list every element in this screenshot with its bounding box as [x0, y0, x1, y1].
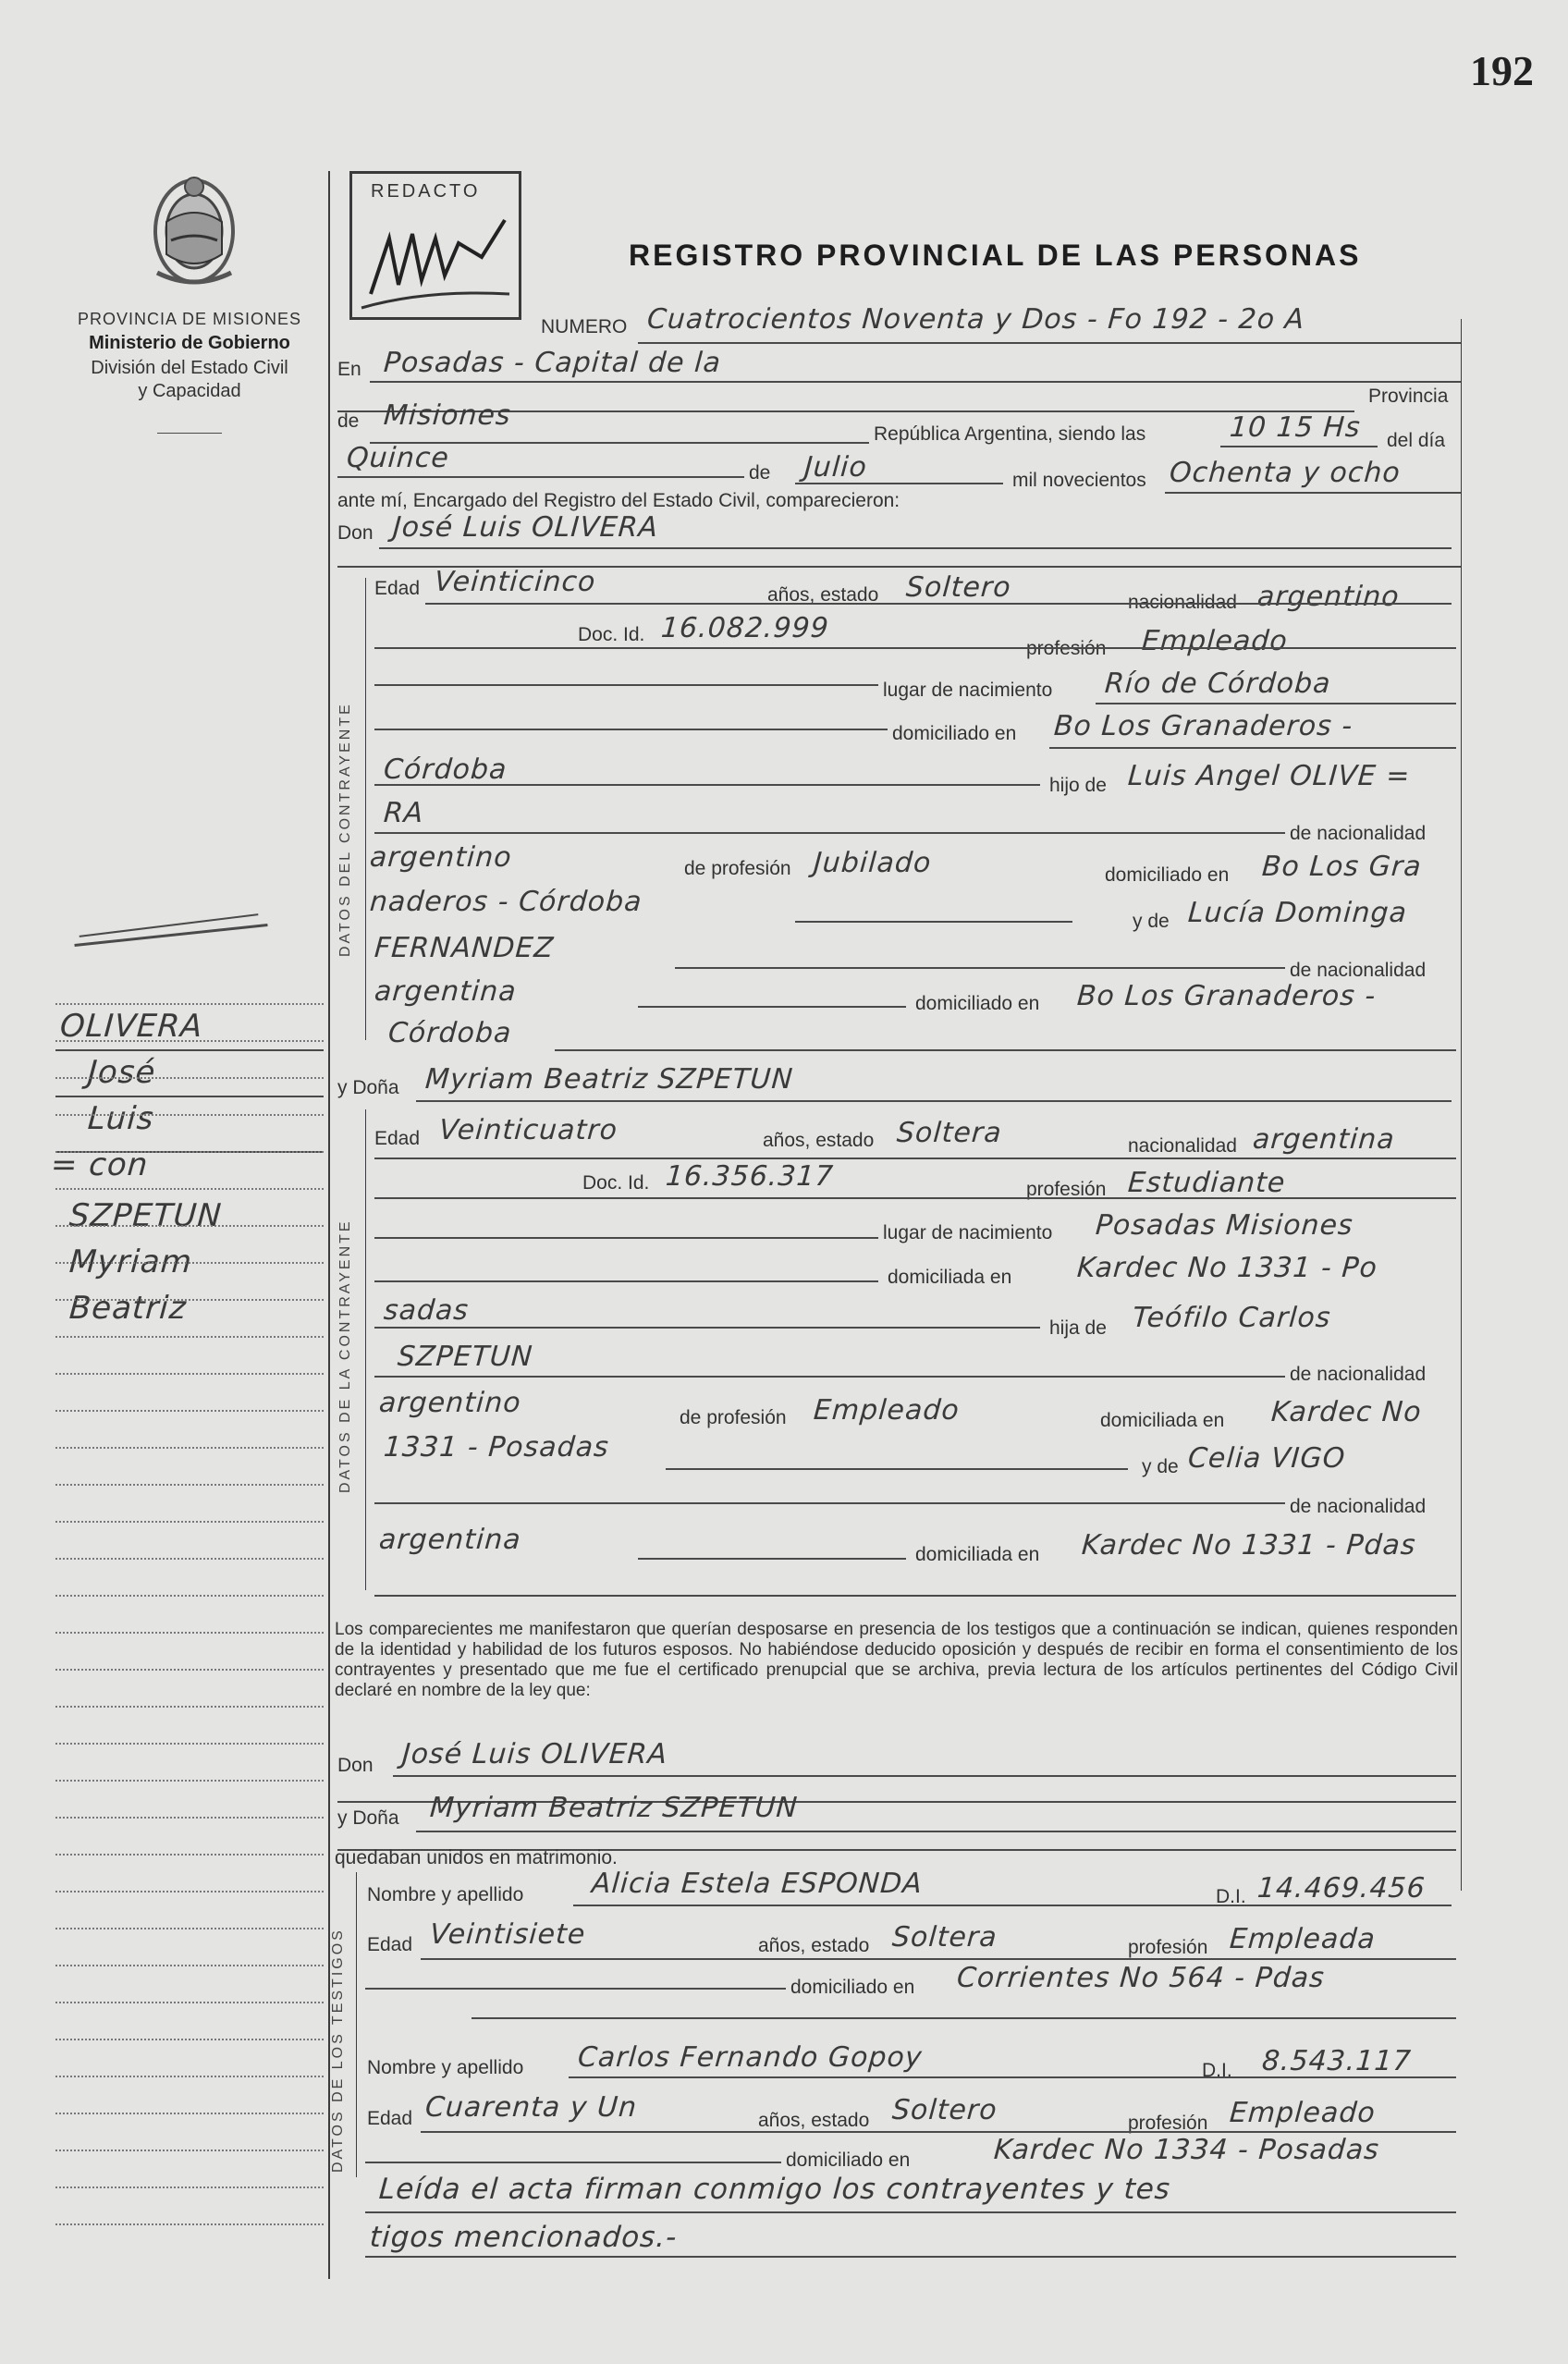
bride-madre-dom: Kardec No 1331 - Pdas — [1080, 1529, 1417, 1562]
margin-line: Luis — [86, 1100, 156, 1137]
page-title: REGISTRO PROVINCIAL DE LAS PERSONAS — [629, 239, 1362, 272]
redacto-stamp — [349, 171, 521, 320]
edad-label: Edad — [374, 1128, 421, 1149]
margin-rule — [55, 2186, 324, 2188]
margin-rule — [55, 1003, 324, 1005]
lugar-nac-label: lugar de nacimiento — [883, 680, 1053, 701]
groom-doc: 16.082.999 — [659, 612, 831, 644]
nacionalidad-label: nacionalidad — [1128, 592, 1237, 613]
edad-label: Edad — [374, 578, 421, 599]
groom-padre-nac: argentino — [368, 841, 513, 874]
margin-rule — [55, 2113, 324, 2114]
margin-rule — [55, 2039, 324, 2040]
de-profesion-label: de profesión — [680, 1407, 787, 1428]
margin-rule — [55, 1114, 324, 1116]
witness1-edad: Veintisiete — [428, 1918, 587, 1951]
profesion-label: profesión — [1026, 638, 1107, 659]
en-label: En — [337, 359, 361, 380]
margin-line: OLIVERA — [58, 1008, 204, 1045]
witness1-name: Alicia Estela ESPONDA — [590, 1868, 925, 1900]
margin-rule — [55, 1410, 324, 1412]
anos-estado-label: años, estado — [758, 2110, 870, 2131]
margin-rule — [55, 1521, 324, 1523]
edad-label: Edad — [367, 1934, 413, 1955]
margin-rule — [55, 1373, 324, 1375]
division-label-2: y Capacidad — [138, 381, 241, 401]
nombre-apellido-label: Nombre y apellido — [367, 2057, 524, 2078]
bride-doc: 16.356.317 — [664, 1160, 836, 1193]
closing-line-1: Leída el acta firman conmigo los contrayentes y tes — [377, 2173, 1172, 2206]
domiciliado-label: domiciliado en — [892, 723, 1017, 744]
di-label: D.I. — [1202, 2060, 1232, 2081]
witness2-edad: Cuarenta y Un — [423, 2091, 639, 2124]
groom-padre-b: RA — [382, 797, 425, 829]
witness1-di: 14.469.456 — [1256, 1872, 1427, 1905]
profesion-label: profesión — [1128, 1937, 1208, 1958]
margin-rule — [55, 2150, 324, 2151]
de-label: de — [337, 410, 360, 432]
nombre-apellido-label: Nombre y apellido — [367, 1884, 524, 1905]
margin-rule — [55, 1336, 324, 1338]
margin-rule — [55, 1077, 324, 1079]
witness1-profesion: Empleada — [1228, 1923, 1378, 1955]
y-dona-label: y Doña — [337, 1077, 399, 1098]
groom-madre-nac: argentina — [373, 975, 518, 1008]
groom-profesion: Empleado — [1140, 625, 1290, 657]
margin-line: José — [86, 1054, 157, 1091]
union-dona: Myriam Beatriz SZPETUN — [428, 1792, 800, 1824]
groom-madre-dom: Bo Los Granaderos - — [1075, 980, 1378, 1012]
margin-rule — [55, 1743, 324, 1745]
groom-padre-dom: Bo Los Gra — [1260, 851, 1423, 883]
profesion-label: profesión — [1026, 1179, 1107, 1200]
groom-madre-dom-b: Córdoba — [386, 1017, 513, 1049]
witness2-domicilio: Kardec No 1334 - Posadas — [992, 2134, 1381, 2166]
bride-padre: Teófilo Carlos — [1131, 1302, 1332, 1334]
y-dona-label: y Doña — [337, 1807, 399, 1829]
margin-rule — [55, 1595, 324, 1597]
y-de-label: y de — [1142, 1456, 1179, 1477]
margin-rule — [55, 1669, 324, 1671]
anio-value: Ochenta y ocho — [1168, 457, 1403, 489]
bride-domicilio-b: sadas — [382, 1294, 471, 1327]
ministry-label: Ministerio de Gobierno — [89, 333, 290, 353]
signature-icon — [352, 202, 519, 312]
margin-line: Beatriz — [67, 1290, 189, 1327]
bride-padre-dom-b: 1331 - Posadas — [382, 1431, 610, 1464]
witness2-profesion: Empleado — [1228, 2097, 1378, 2129]
bride-padre-nac: argentino — [377, 1387, 522, 1419]
groom-edad: Veinticinco — [433, 566, 597, 598]
hijo-de-label: hijo de — [1049, 775, 1107, 796]
groom-name: José Luis OLIVERA — [391, 511, 660, 544]
domiciliada-label: domiciliada en — [888, 1267, 1012, 1288]
profesion-label: profesión — [1128, 2113, 1208, 2134]
page-number: 192 — [1470, 47, 1534, 94]
groom-madre-b: FERNANDEZ — [373, 932, 556, 964]
division-label: División del Estado Civil — [91, 358, 288, 378]
numero-value: Cuatrocientos Noventa y Dos - Fo 192 - 2o A — [645, 303, 1306, 336]
de-nacionalidad-label: de nacionalidad — [1290, 1496, 1427, 1517]
anos-estado-label: años, estado — [763, 1130, 875, 1151]
margin-rule — [55, 1817, 324, 1819]
de-profesion-label: de profesión — [684, 858, 791, 879]
lugar-nac-label: lugar de nacimiento — [883, 1222, 1053, 1243]
doc-label: Doc. Id. — [578, 624, 645, 645]
groom-padre-dom-b: naderos - Córdoba — [368, 886, 643, 918]
bride-padre-b: SZPETUN — [396, 1341, 534, 1373]
declaration-paragraph: Los comparecientes me manifestaron que querían desposarse en presencia de los testigos que a continuación se indican, quienes responden de la identidad y habilidad de los futuros esposos. No habiéndose deducido oposición y después de recibir en forma el consentimiento de los contrayentes y presentado que me fue el certificado prenupcial que se archiva, previa lectura de los artículos pertinentes del Código Civil declaré en nombre de la ley que: — [335, 1620, 1458, 1700]
witness1-domicilio: Corrientes No 564 - Pdas — [955, 1962, 1327, 1994]
witness2-di: 8.543.117 — [1260, 2045, 1413, 2077]
domiciliado-label: domiciliado en — [915, 993, 1040, 1014]
section-contrayente: DATOS DEL CONTRAYENTE — [337, 702, 353, 957]
bride-edad: Veinticuatro — [437, 1114, 619, 1146]
margin-rule — [55, 1854, 324, 1856]
del-dia-label: del día — [1387, 430, 1446, 451]
anos-estado-label: años, estado — [758, 1935, 870, 1956]
bride-madre-nac: argentina — [377, 1524, 522, 1556]
section-contrayente-2: DATOS DE LA CONTRAYENTE — [337, 1219, 353, 1493]
nacionalidad-label: nacionalidad — [1128, 1135, 1237, 1157]
margin-rule — [55, 1262, 324, 1264]
quedaban-label: quedaban unidos en matrimonio. — [335, 1847, 618, 1868]
bride-domicilio: Kardec No 1331 - Po — [1075, 1252, 1379, 1284]
groom-domicilio: Bo Los Granaderos - — [1052, 710, 1354, 742]
hora-value: 10 15 Hs — [1228, 411, 1362, 444]
domiciliado-label: domiciliado en — [786, 2150, 911, 2171]
di-label: D.I. — [1216, 1886, 1246, 1907]
coat-of-arms-icon — [139, 166, 250, 296]
margin-rule — [55, 2076, 324, 2077]
bride-madre: Celia VIGO — [1186, 1442, 1347, 1475]
don-label: Don — [337, 522, 374, 544]
witness2-name: Carlos Fernando Gopoy — [576, 2041, 924, 2074]
margin-line: SZPETUN — [67, 1197, 224, 1234]
witness1-estado: Soltera — [890, 1921, 998, 1954]
groom-padre-prof: Jubilado — [812, 847, 933, 879]
hija-de-label: hija de — [1049, 1317, 1107, 1339]
don-label: Don — [337, 1755, 374, 1776]
domiciliada-label: domiciliada en — [1100, 1410, 1225, 1431]
bride-estado: Soltera — [895, 1117, 1003, 1149]
en-value: Posadas - Capital de la — [382, 347, 723, 379]
de-nacionalidad-label: de nacionalidad — [1290, 960, 1427, 981]
groom-padre: Luis Angel OLIVE = — [1126, 760, 1412, 792]
domiciliado-label: domiciliado en — [790, 1977, 915, 1998]
edad-label: Edad — [367, 2108, 413, 2129]
de-nacionalidad-label: de nacionalidad — [1290, 1364, 1427, 1385]
bride-padre-dom: Kardec No — [1269, 1396, 1423, 1428]
de-nacionalidad-label: de nacionalidad — [1290, 823, 1427, 844]
groom-domicilio-b: Córdoba — [382, 753, 508, 786]
margin-rule — [55, 1225, 324, 1227]
groom-estado: Soltero — [904, 571, 1012, 604]
bride-nacionalidad: argentina — [1251, 1123, 1396, 1156]
doc-label: Doc. Id. — [582, 1172, 650, 1194]
union-don: José Luis OLIVERA — [400, 1738, 669, 1770]
mil-label: mil novecientos — [1012, 470, 1146, 491]
margin-rule — [55, 1558, 324, 1560]
margin-rule — [55, 1299, 324, 1301]
de-value: Misiones — [382, 399, 512, 432]
witness2-estado: Soltero — [890, 2094, 998, 2126]
redacto-label: REDACTO — [371, 181, 481, 202]
numero-label: NUMERO — [541, 316, 628, 337]
margin-rule — [55, 1965, 324, 1966]
margin-rule — [55, 2223, 324, 2225]
groom-nacionalidad: argentino — [1256, 581, 1401, 613]
domiciliado-label: domiciliado en — [1105, 864, 1230, 886]
bride-name: Myriam Beatriz SZPETUN — [423, 1063, 795, 1096]
dia-value: Quince — [345, 442, 451, 474]
section-testigos: DATOS DE LOS TESTIGOS — [330, 1928, 346, 2173]
groom-lugar-nac: Río de Córdoba — [1103, 668, 1332, 700]
margin-rule — [55, 1891, 324, 1892]
margin-rule — [55, 1484, 324, 1486]
margin-rule — [55, 1706, 324, 1708]
margin-rule — [55, 1188, 324, 1190]
margin-line: = con — [49, 1146, 150, 1183]
de-label-2: de — [749, 462, 771, 484]
closing-line-2: tigos mencionados.- — [368, 2221, 679, 2254]
provincia-label: Provincia — [1368, 386, 1449, 407]
bride-padre-prof: Empleado — [812, 1394, 962, 1427]
margin-rule — [55, 1040, 324, 1042]
groom-madre: Lucía Dominga — [1186, 897, 1409, 929]
bride-profesion: Estudiante — [1126, 1167, 1287, 1199]
ante-label: ante mí, Encargado del Registro del Estado Civil, comparecieron: — [337, 490, 900, 511]
bride-lugar-nac: Posadas Misiones — [1094, 1209, 1354, 1242]
y-de-label: y de — [1133, 911, 1170, 932]
republica-label: República Argentina, siendo las — [874, 423, 1146, 445]
margin-rule — [55, 1151, 324, 1153]
mes-value: Julio — [802, 451, 869, 484]
margin-rule — [55, 2002, 324, 2003]
margin-rule — [55, 1632, 324, 1634]
province-label: PROVINCIA DE MISIONES — [77, 310, 302, 328]
margin-rule — [55, 1780, 324, 1782]
margin-line: Myriam — [67, 1243, 194, 1280]
anos-estado-label: años, estado — [767, 584, 879, 606]
margin-rule — [55, 1447, 324, 1449]
domiciliada-label: domiciliada en — [915, 1544, 1040, 1565]
margin-rule — [55, 1928, 324, 1929]
